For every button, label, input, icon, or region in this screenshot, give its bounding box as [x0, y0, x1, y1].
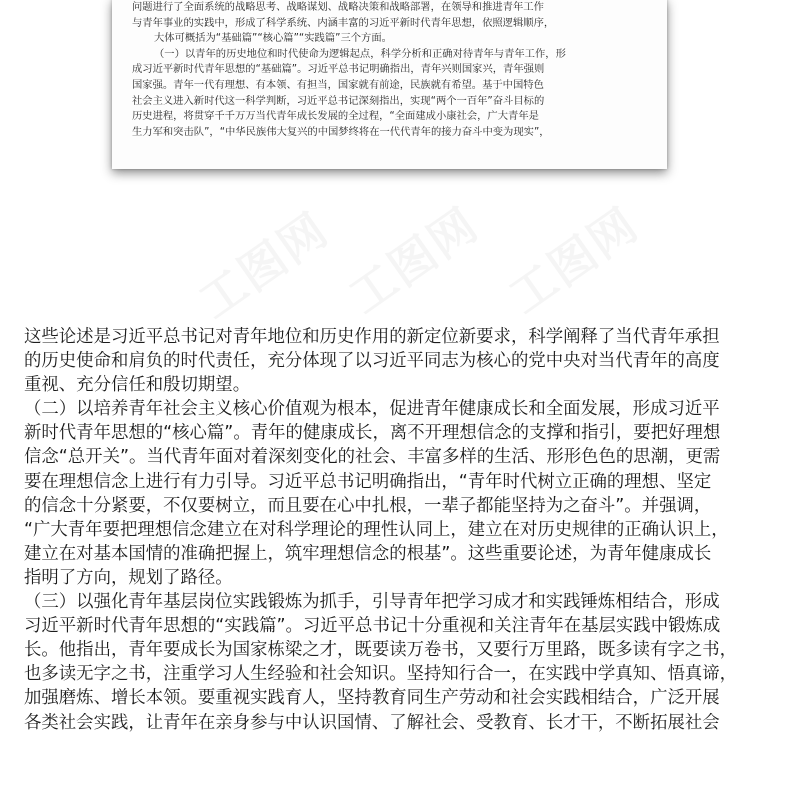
body-line: （三）以强化青年基层岗位实践锻炼为抓手，引导青年把学习成才和实践锤炼相结合，形成: [24, 592, 720, 613]
body-line: （二）以培养青年社会主义核心价值观为根本，促进青年健康成长和全面发展，形成习近平: [24, 399, 720, 420]
body-line: “广大青年要把理想信念建立在对科学理论的理性认同上，建立在对历史规律的正确认识上，: [24, 519, 729, 540]
card-line: 社会主义进入新时代这一科学判断，习近平总书记深刻指出，实现“两个一百年”奋斗目标的: [132, 94, 545, 107]
body-line: 各类社会实践，让青年在亲身参与中认识国情、了解社会、受教育、长才干，不断拓展社会: [24, 712, 720, 733]
card-line: 与青年事业的实践中，形成了科学系统、内涵丰富的习近平新时代青年思想，依照逻辑顺序，: [132, 16, 555, 29]
body-line: 重视、充分信任和殷切期望。: [24, 375, 251, 396]
card-line: 历史进程，将贯穿千千万万当代青年成长发展的全过程，“全面建成小康社会，广大青年是: [132, 110, 539, 123]
body-line: 这些论述是习近平总书记对青年地位和历史作用的新定位新要求，科学阐释了当代青年承担: [24, 327, 720, 347]
body-line: 加强磨炼、增长本领。要重视实践育人，坚持教育同生产劳动和社会实践相结合，广泛开展: [24, 688, 720, 709]
page-preview-text: [132, 0, 652, 140]
body-line: 要在理想信念上进行有力引导。习近平总书记明确指出，“青年时代树立正确的理想、坚定: [24, 471, 712, 492]
body-line: 信念“总开关”。当代青年面对着深刻变化的社会、丰富多样的生活、形形色色的思潮，更需: [24, 447, 721, 468]
body-line: 长。他指出，青年要成长为国家栋梁之才，既要读万卷书，又要行万里路，既多读有字之书，: [24, 640, 738, 661]
card-line: 生力军和突击队”，“中华民族伟大复兴的中国梦终将在一代代青年的接力奋斗中变为现实”，: [132, 125, 550, 138]
card-line: 大体可概括为“基础篇”“核心篇”“实践篇”三个方面。: [154, 32, 392, 45]
body-line: 的历史使命和肩负的时代责任，充分体现了以习近平同志为核心的党中央对当代青年的高度: [24, 351, 720, 372]
body-line: 习近平新时代青年思想的“实践篇”。习近平总书记十分重视和关注青年在基层实践中锻炼成: [24, 616, 721, 637]
watermark: 工图网: [339, 197, 489, 324]
card-line: （一）以青年的历史地位和时代使命为逻辑起点，科学分析和正确对待青年与青年工作，形: [154, 47, 566, 60]
body-line: 也多读无字之书，注重学习人生经验和社会知识。坚持知行合一，在实践中学真知、悟真谛，: [24, 664, 738, 685]
card-line: 国家强。青年一代有理想、有本领、有担当，国家就有前途，民族就有希望。基于中国特色: [132, 78, 544, 91]
body-line: 指明了方向，规划了路径。: [24, 567, 233, 588]
document-body: [24, 325, 784, 735]
card-line: 问题进行了全面系统的战略思考、战略谋划、战略决策和战略部署，在领导和推进青年工作: [132, 1, 544, 13]
card-line: 成习近平新时代青年思想的“基础篇”。习近平总书记明确指出，青年兴则国家兴，青年强则: [132, 63, 545, 76]
watermark: 工图网: [499, 197, 649, 324]
body-line: 建立在对基本国情的准确把握上，筑牢理想信念的根基”。这些重要论述，为青年健康成长: [24, 543, 712, 564]
watermark: 工图网: [189, 202, 339, 329]
body-line: 的信念十分紧要，不仅要树立，而且要在心中扎根，一辈子都能坚持为之奋斗”。并强调，: [24, 495, 712, 516]
document-page-preview: [112, 0, 667, 169]
body-line: 新时代青年思想的“核心篇”。青年的健康成长，离不开理想信念的支撑和指引，要把好理想: [24, 423, 721, 444]
